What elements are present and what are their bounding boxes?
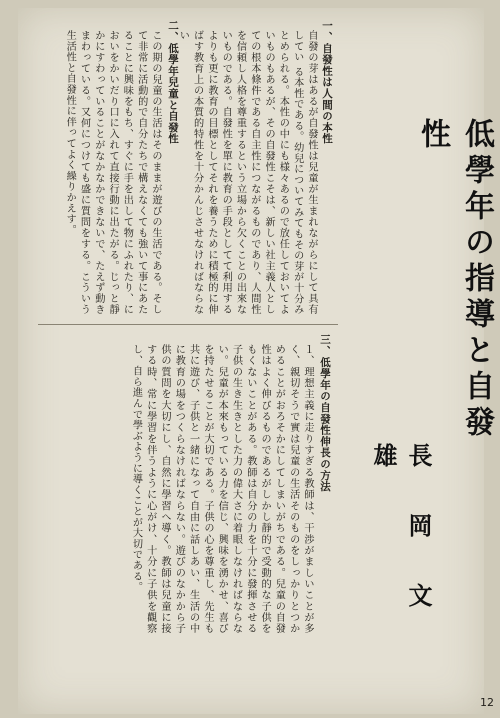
book-page xyxy=(18,8,494,714)
page-number: 12 xyxy=(480,696,494,709)
section-2-text: この期の兒童の生活はそのままが遊びの生活である。そして非常に活動的で自分たちで構えなくても強いて事にあたることに興味をもち、すぐに手を出して物にふれたり、においをかいだり口に入れて直接行動に出たがる。じっと靜かにすわっていることがなかなかできないで、たえず動きまわっている。又何につけても盛に質問をする。こういう生活性と自發性に伴ってよく繰りかえす。 xyxy=(64,30,161,315)
article-title: 低學年の指導と自發性 xyxy=(415,118,494,442)
section-2-heading: 二、低學年兒童と自發性 xyxy=(167,20,179,145)
section-1-heading: 一、自發性は人間の本性 xyxy=(321,20,333,145)
section-3-text: １、理想主義に走りすぎる教師は、干渉がましいことが多く、親切そうで實は兒童の生活そのものをしっかりとつかめることがおろそかにしてしまいがちである。兒童の自發性はよく伸びるものであるがしかし靜的で受動的な子供をもくないことがある。教師は自分の力を十分に發揮させる子供の生き生きとした力の偉大さに着眼しなければならない。兒童が本來もっている力を信じ、興味を湧かせ、喜びを持たせることが大切である。子供の心を尊重し、先生も共に遊び、子供と一緒になって自由に話しあい、生活の中に教育の場をつくらなければならない。遊びのなかから子供の質問を大切にし、自然に學習へ導く。教師は兒童に接する時、常に學習を伴うように心がけ、十分に子供を觀察し、自ら進んで學ぶように導くことが大切である。 xyxy=(130,344,313,634)
section-3-heading: 三、低學年の自發性伸長の方法 xyxy=(319,334,331,493)
section-1-text: 自發の芽はあるが自發性は兒童が生まれながらにして具有してい る本性である。幼兒についてみてもその芽が十分みとめられる。本性の中にも様々あるので放任しておいてよいものもあるが、その自發性こそは、新しい社主義人としての根本條件である自主性につながるものであり、人間性を信頼し人格を尊重するという立場から欠くことの出來ないものである。自發性を單に教育の手段としてて利用するよりも更に教育の目標としてそれを養うために積極的に伸ばす教育上の本質的特性を十分かんじさせなければならない xyxy=(177,30,317,315)
article-author: 長岡文雄 xyxy=(369,443,433,653)
column-divider xyxy=(38,324,338,325)
